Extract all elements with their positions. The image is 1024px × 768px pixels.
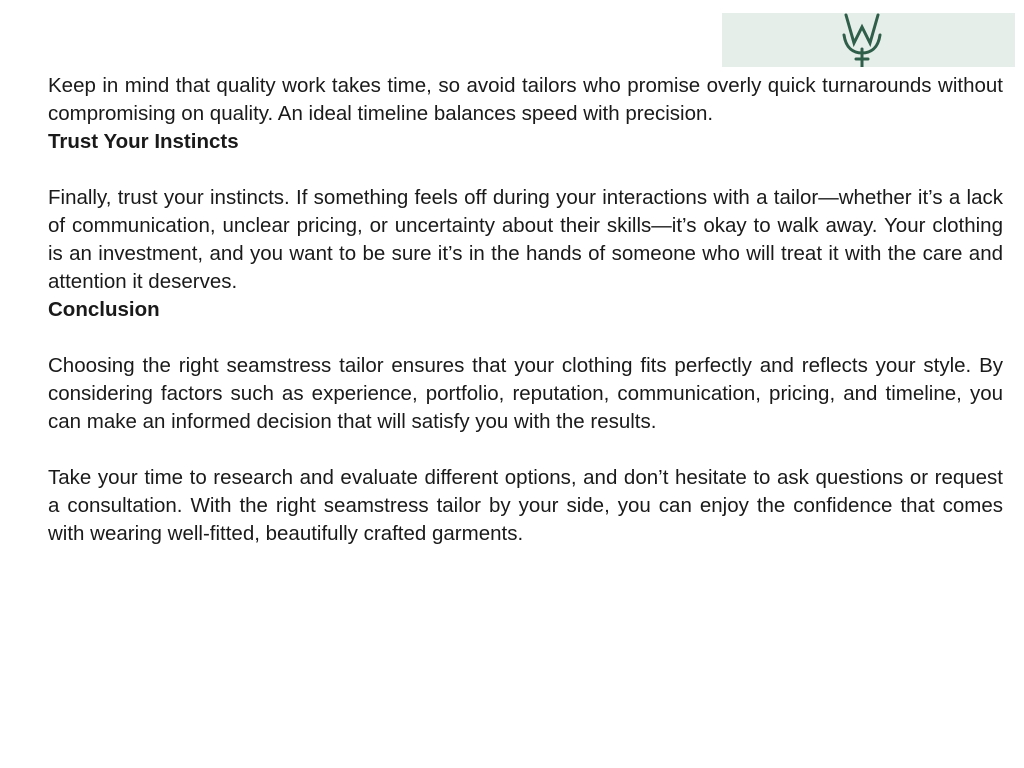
spacer: [48, 156, 1003, 184]
spacer: [48, 324, 1003, 352]
conclusion-heading: Conclusion: [48, 298, 160, 321]
tailor-monogram-icon: [832, 13, 892, 67]
intro-paragraph: Keep in mind that quality work takes time, so avoid tailors who promise overly quick turnarounds without compromising on quality. An ideal timeline balances speed with precision.: [48, 74, 1003, 125]
instincts-paragraph: Finally, trust your instincts. If something feels off during your interactions with a tailor—whether it’s a lack of communication, unclear pricing, or uncertainty about their skills—it’s okay to walk away. Your clothing is an investment, and you want to be sure it’s in the hands of someone who will treat it with the care and attention it deserves.: [48, 186, 1003, 293]
conclusion-paragraph-2: Take your time to research and evaluate different options, and don’t hesitate to ask questions or request a consultation. With the right seamstress tailor by your side, you can enjoy the confidence that comes with wearing well-fitted, beautifully crafted garments.: [48, 466, 1003, 545]
instincts-heading: Trust Your Instincts: [48, 130, 239, 153]
spacer: [48, 436, 1003, 464]
conclusion-paragraph-1: Choosing the right seamstress tailor ensures that your clothing fits perfectly and reflects your style. By considering factors such as experience, portfolio, reputation, communication, pricing, and timeline, you can make an informed decision that will satisfy you with the results.: [48, 354, 1003, 433]
logo-banner: [722, 13, 1015, 67]
article-body: [48, 72, 1003, 548]
